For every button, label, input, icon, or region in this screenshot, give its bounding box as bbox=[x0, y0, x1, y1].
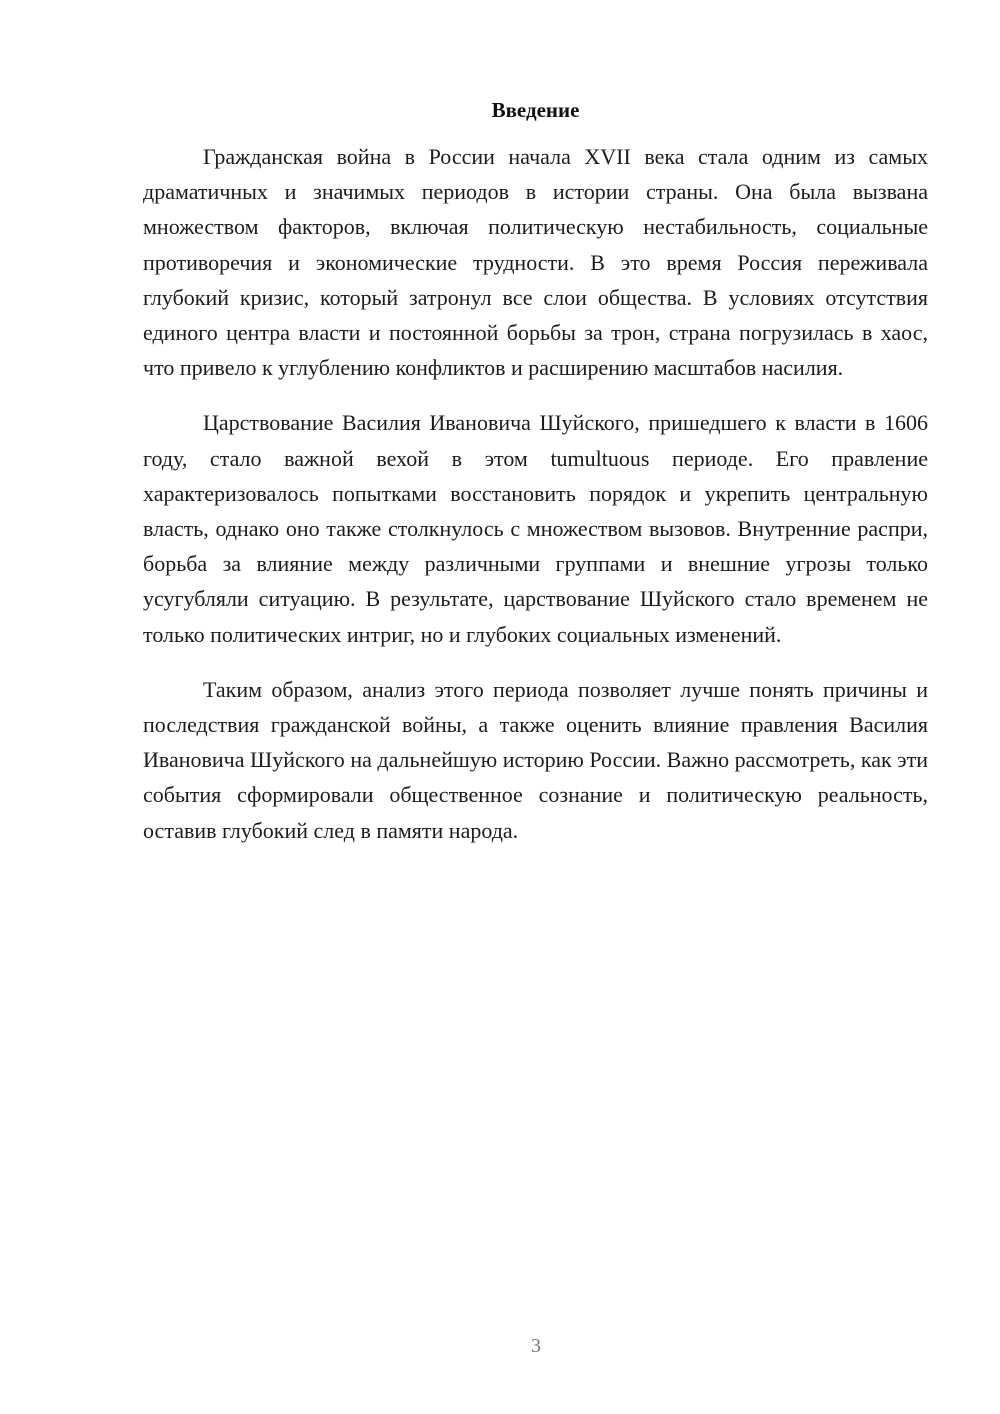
paragraph-2: Царствование Василия Ивановича Шуйского, пришедшего к власти в 1606 году, стало важной вехой в этом tumultuous периоде. Его правление характеризовалось попытками восстановить порядок и укрепить центральную власть, однако оно также столкнулось с множеством вызовов. Внутренние распри, борьба за влияние между различными группами и внешние угрозы только усугубляли ситуацию. В результате, царствование Шуйского стало временем не только политических интриг, но и глубоких социальных изменений. bbox=[143, 410, 928, 647]
page-number: 3 bbox=[531, 1335, 541, 1357]
paragraph-1: Гражданская война в России начала XVII века стала одним из самых драматичных и значимых периодов в истории страны. Она была вызвана множеством факторов, включая политическую нестабильность, социальные противоречия и экономические трудности. В это время Россия переживала глубокий кризис, который затронул все слои общества. В условиях отсутствия единого центра власти и постоянной борьбы за трон, страна погрузилась в хаос, что привело к углублению конфликтов и расширению масштабов насилия. bbox=[143, 144, 928, 381]
section-heading: Введение bbox=[491, 98, 580, 122]
page-content bbox=[143, 96, 928, 868]
paragraph-3: Таким образом, анализ этого периода позволяет лучше понять причины и последствия гражданской войны, а также оценить влияние правления Василия Ивановича Шуйского на дальнейшую историю России. Важно рассмотреть, как эти события сформировали общественное сознание и политическую реальность, оставив глубокий след в памяти народа. bbox=[143, 676, 928, 843]
